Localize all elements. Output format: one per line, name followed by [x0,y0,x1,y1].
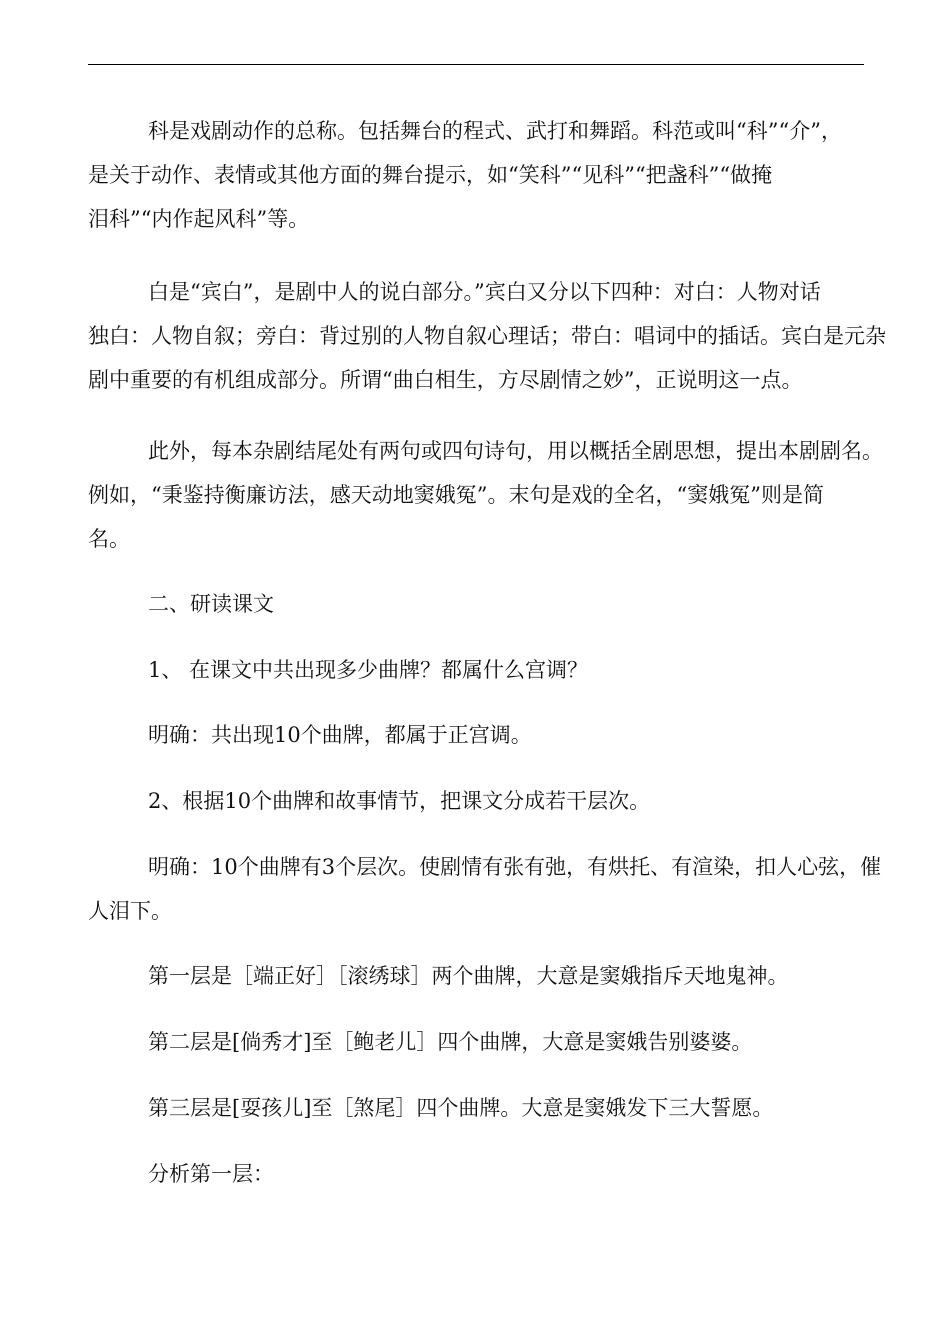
section-heading [88,582,864,626]
text-line: 独白：人物自叙；旁白：背过别的人物自叙心理话；带白：唱词中的插话。宾白是元杂 [88,324,886,348]
text-line: 人泪下。 [88,899,172,923]
paragraph-ending-poem [88,429,883,561]
layer-1 [88,954,864,998]
text-line: 第一层是［端正好］［滚绣球］两个曲牌，大意是窦娥指斥天地鬼神。 [148,964,789,988]
text-line: 明确：10个曲牌有3个层次。使剧情有张有弛，有烘托、有渲染，扣人心弦，催 [148,855,882,879]
text-line: 分析第一层： [148,1162,274,1186]
text-line: 白是“宾白”，是剧中人的说白部分。”宾白又分以下四种：对白：人物对话 [148,280,821,304]
layer-2 [88,1020,864,1064]
layer-3 [88,1086,864,1130]
text-line: 此外，每本杂剧结尾处有两句或四句诗句，用以概括全剧思想，提出本剧剧名。 [148,439,883,463]
text-line: 2、根据10个曲牌和故事情节，把课文分成若干层次。 [148,789,651,813]
question-1 [88,648,864,692]
text-line: 例如，“秉鉴持衡廉访法，感天动地窦娥冤”。末句是戏的全名，“窦娥冤”则是简 [88,483,824,507]
paragraph-ke [88,109,864,241]
question-2 [88,779,864,823]
text-line: 第三层是[耍孩儿]至［煞尾］四个曲牌。大意是窦娥发下三大誓愿。 [148,1096,774,1120]
paragraph-bai [88,270,886,402]
answer-2 [88,845,882,933]
text-line: 名。 [88,527,130,551]
header-rule [88,64,864,65]
text-line: 是关于动作、表情或其他方面的舞台提示，如“笑科”“见科”“把盏科”“做掩 [88,163,773,187]
text-line: 明确：共出现10个曲牌，都属于正宫调。 [148,723,532,747]
analysis-heading [88,1152,864,1196]
answer-1 [88,713,864,757]
text-line: 二、研读课文 [148,592,274,616]
text-line: 第二层是[倘秀才]至［鲍老儿］四个曲牌，大意是窦娥告别婆婆。 [148,1030,753,1054]
text-line: 剧中重要的有机组成部分。所谓“曲白相生，方尽剧情之妙”，正说明这一点。 [88,368,803,392]
text-line: 科是戏剧动作的总称。包括舞台的程式、武打和舞蹈。科范或叫“科”“介”， [148,119,842,143]
text-line: 1、 在课文中共出现多少曲牌？都属什么宫调？ [148,658,589,682]
text-line: 泪科”“内作起风科”等。 [88,207,310,231]
